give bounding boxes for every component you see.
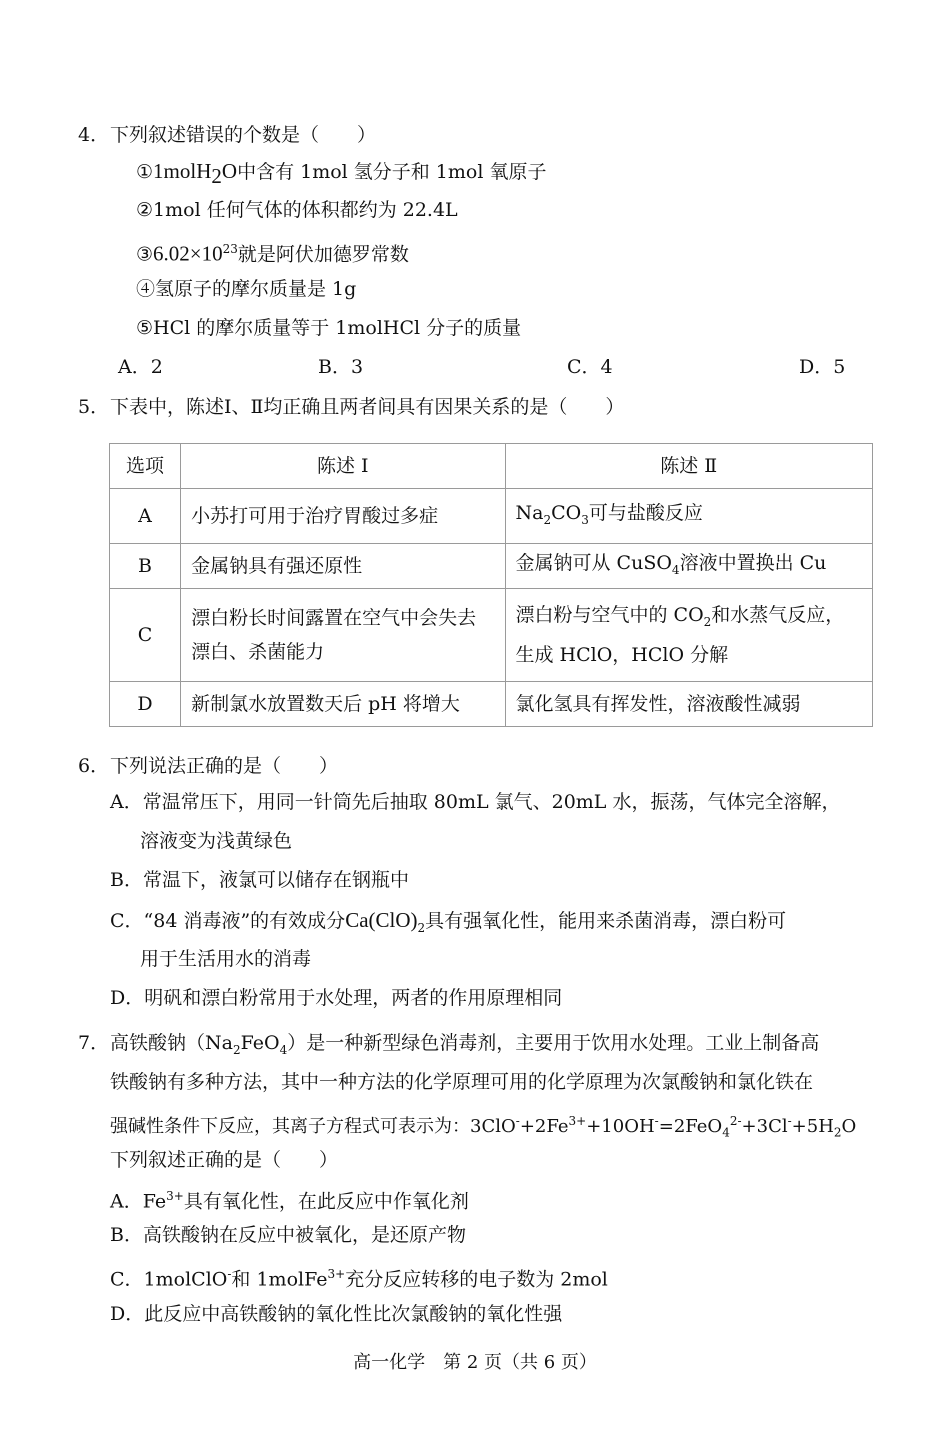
question-stem: 下列说法正确的是（ ） — [110, 755, 339, 777]
page-footer: 高一化学 第 2 页（共 6 页） — [353, 1352, 597, 1373]
q4-item-5: ⑤HCl 的摩尔质量等于 1molHCl 分子的质量 — [136, 317, 522, 339]
statement-table — [109, 443, 873, 727]
q6-option-d: D．明矾和漂白粉常用于水处理，两者的作用原理相同 — [110, 987, 563, 1009]
table-row: D 新制氯水放置数天后 pH 将增大 氯化氢具有挥发性，溶液酸性减弱 — [110, 682, 873, 727]
q6-option-a-line2: 溶液变为浅黄绿色 — [140, 830, 293, 852]
choice-c: C．4 — [567, 356, 613, 378]
question-number: 6． — [78, 755, 110, 777]
q6-option-b: B．常温下，液氯可以储存在钢瓶中 — [110, 869, 409, 891]
q4-item-2: ②1mol 任何气体的体积都约为 22.4L — [136, 199, 458, 221]
q7-option-c: C．1molClO-和 1molFe$^{3+}$充分反应转移的电子数为 2mol — [110, 1267, 608, 1291]
q6-option-a-line1: A．常温常压下，用同一针筒先后抽取 80mL 氯气、20mL 水，振荡，气体完全溶解， — [110, 791, 841, 813]
question-number: 4． — [78, 124, 110, 146]
q7-option-d: D．此反应中高铁酸钠的氧化性比次氯酸钠的氧化性强 — [110, 1303, 563, 1325]
q4-choices — [118, 353, 858, 381]
choice-b: B．3 — [318, 356, 364, 378]
header-option: 选项 — [110, 444, 181, 489]
header-statement-1: 陈述 Ⅰ — [181, 444, 505, 489]
exam-page: 4． 下列叙述错误的个数是（ ） ①1molH$_2$O中含有 1mol 氢分子和 1mol 氧原子 ②1mol 任何气体的体积都约为 22.4L $③6.02\times 10^{23}$就是阿伏加德罗常数 ④氢原子的摩尔质量是 1g ⑤HCl 的摩尔质量等于 1molHCl 分子的质量 A．2 B．3 C．4 D．5 5． 下表中，陈述Ⅰ、Ⅱ均正确且两者间具有因果关系的是（ ） 选项 陈述 Ⅰ 陈述 Ⅱ A 小苏打可用于治疗胃酸过多症 $Na_2CO_3$可与盐酸反应 B 金属钠具有强还原性 金属钠可从 CuSO$_4$溶液中置换出 Cu C 漂白粉长时间露置在空气中会失去漂白、杀菌能力 漂白粉与空气中的 $CO_2$和水蒸气反应，生成 HClO，HClO 分解 D 新制氯水放置数天后 pH 将增大 氯化氢具有挥发性，溶液酸性减弱 6． 下列说法正确的是（ ） A．常温常压下，用同一针筒先后抽取 80mL 氯气、20mL 水，振荡，气体完全溶解， 溶液变为浅黄绿色 B．常温下，液氯可以储存在钢瓶中 C．“84 消毒液”的有效成分$Ca(ClO)_2$具有强氧化性，能用来杀菌消毒，漂白粉可 用于生活用水的消毒 D．明矾和漂白粉常用于水处理，两者的作用原理相同 7． 高铁酸钠$(Na_2FeO_4)$是一种新型绿色消毒剂，主要用于饮用水处理。工业上制备高 铁酸钠有多种方法，其中一种方法的化学原理可用的化学原理为次氯酸钠和氯化铁在 强碱性条件下反应，其离子方程式可表示为：$3ClO^-+2Fe^{3+}+10OH^-=2FeO_4^{2-}+3Cl^-+5H_2O$ 下列叙述正确的是（ ） A．$Fe^{3+}$具有氧化性，在此反应中作氧化剂 B．高铁酸钠在反应中被氧化，是还原产物 C．1molClO-和 1molFe$^{3+}$充分反应转移的电子数为 2mol D．此反应中高铁酸钠的氧化性比次氯酸钠的氧化性强 高一化学 第 2 页（共 6 页） — [0, 0, 950, 1454]
header-statement-2: 陈述 Ⅱ — [505, 444, 873, 489]
question-7-line3: 强碱性条件下反应，其离子方程式可表示为：$3ClO^-+2Fe^{3+}+10OH^-=2FeO_4^{2-}+3Cl^-+5H_2O$ — [110, 1114, 857, 1140]
table-row: B 金属钠具有强还原性 金属钠可从 CuSO$_4$溶液中置换出 Cu — [110, 544, 873, 589]
q4-item-1: ①1molH$_2$O中含有 1mol 氢分子和 1mol 氧原子 — [136, 159, 547, 188]
question-number: 7． — [78, 1032, 110, 1054]
table-header-row — [110, 444, 873, 489]
table-row: C 漂白粉长时间露置在空气中会失去漂白、杀菌能力 漂白粉与空气中的 $CO_2$和水蒸气反应，生成 HClO，HClO 分解 — [110, 589, 873, 682]
table-row: A 小苏打可用于治疗胃酸过多症 $Na_2CO_3$可与盐酸反应 — [110, 489, 873, 544]
q7-option-a: A．$Fe^{3+}$具有氧化性，在此反应中作氧化剂 — [110, 1189, 469, 1213]
q7-option-b: B．高铁酸钠在反应中被氧化，是还原产物 — [110, 1224, 466, 1246]
question-7-line4: 下列叙述正确的是（ ） — [110, 1149, 339, 1171]
question-7-line2: 铁酸钠有多种方法，其中一种方法的化学原理可用的化学原理为次氯酸钠和氯化铁在 — [110, 1071, 814, 1093]
question-stem: 下表中，陈述Ⅰ、Ⅱ均正确且两者间具有因果关系的是（ ） — [110, 396, 625, 418]
q4-item-3: $③6.02\times 10^{23}$就是阿伏加德罗常数 — [136, 241, 409, 266]
choice-a: A．2 — [118, 356, 163, 378]
q6-option-c-line1: C．“84 消毒液”的有效成分$Ca(ClO)_2$具有强氧化性，能用来杀菌消毒，漂白粉可 — [110, 908, 787, 935]
q4-item-4: ④氢原子的摩尔质量是 1g — [136, 278, 357, 300]
choice-d: D．5 — [799, 356, 846, 378]
question-stem: 下列叙述错误的个数是（ ） — [110, 124, 377, 146]
q6-option-c-line2: 用于生活用水的消毒 — [140, 948, 312, 970]
question-number: 5． — [78, 396, 110, 418]
